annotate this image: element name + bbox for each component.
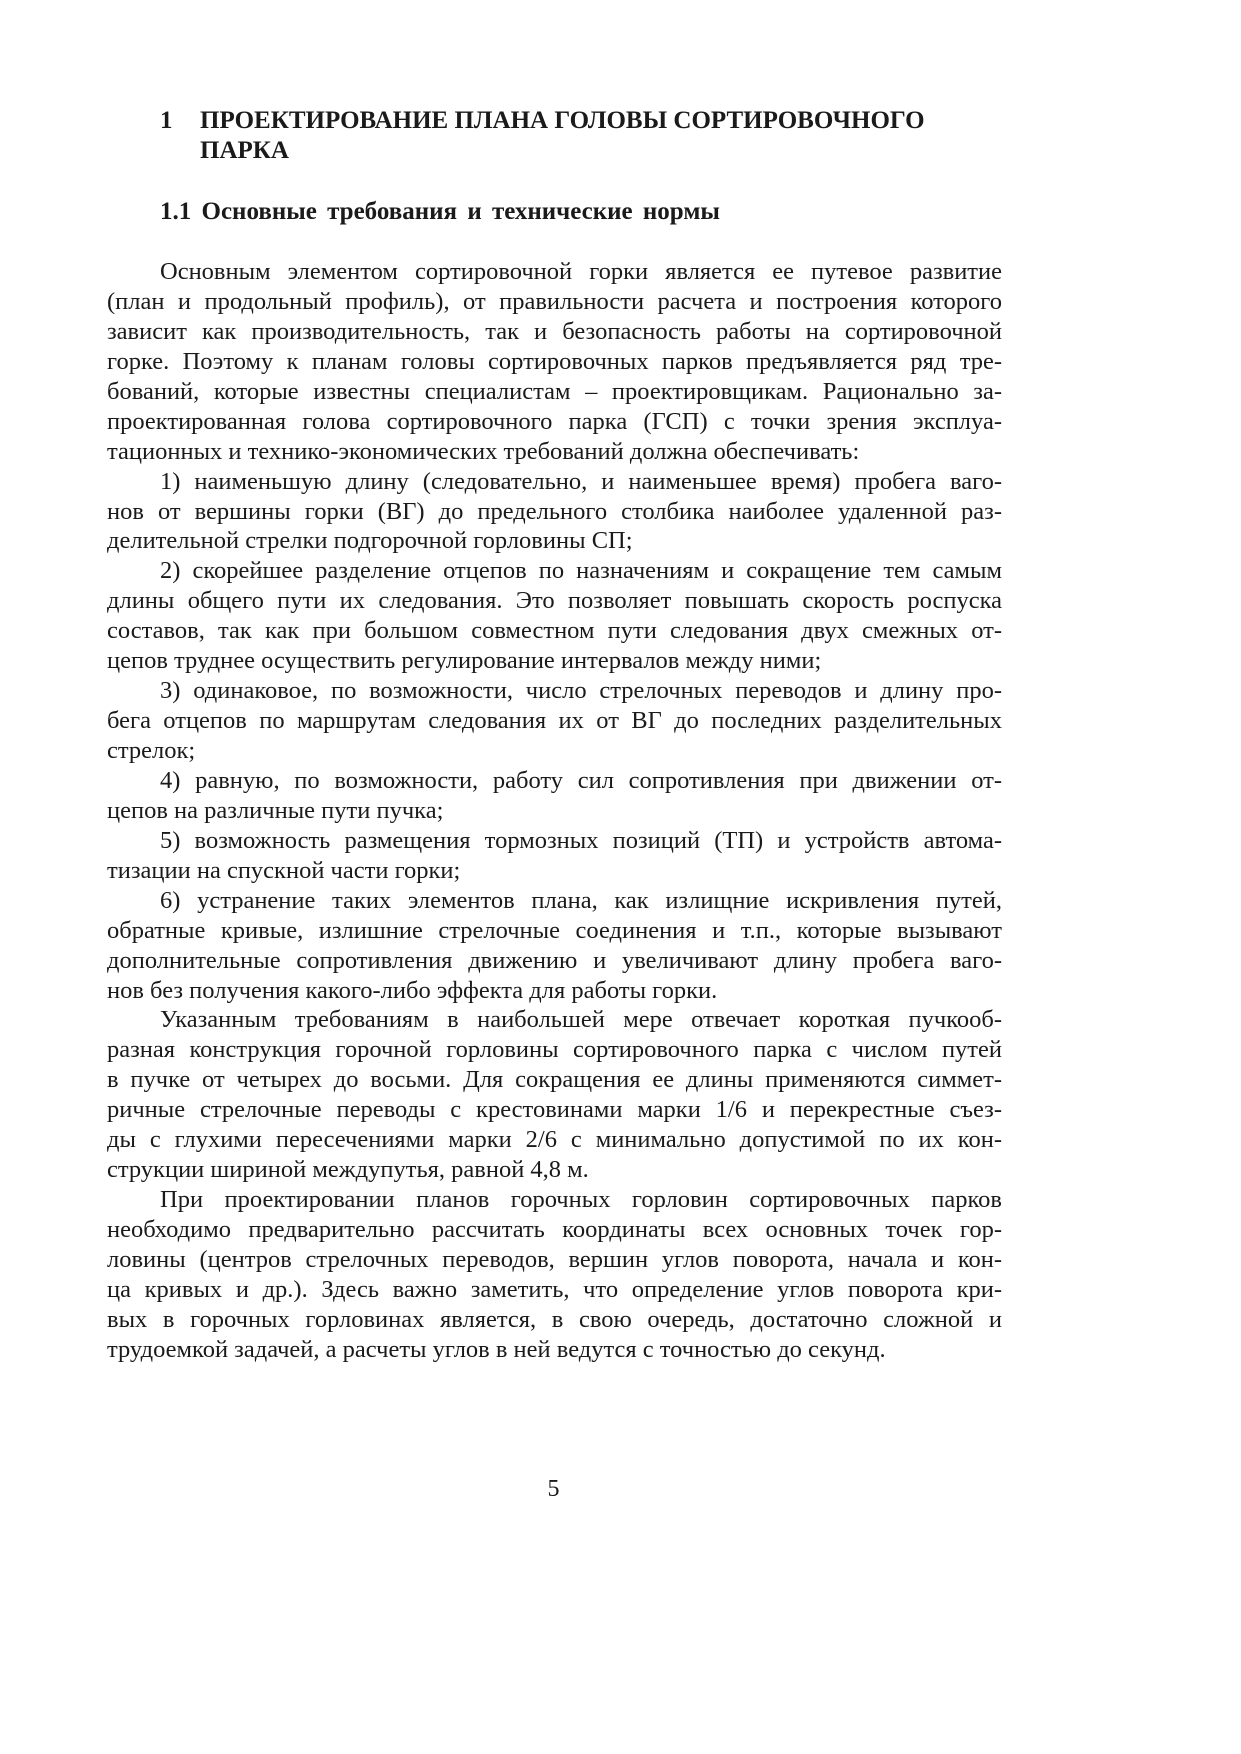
text-line: делительной стрелки подгорочной горловины СП; [107,527,633,555]
chapter-number: 1 [160,107,173,134]
text-line: 5) возможность размещения тормозных позиций (ТП) и устройств автома- [160,826,1002,854]
text-line: дополнительные сопротивления движению и увеличивают длину пробега ваго- [107,946,1002,974]
text-line: необходимо предварительно рассчитать координаты всех основных точек гор- [107,1216,1002,1243]
text-line: Основным элементом сортировочной горки является ее путевое развитие [160,258,1002,285]
text-line: трудоемкой задачей, а расчеты углов в ней ведутся с точностью до секунд. [107,1335,886,1363]
text-line: струкции шириной междупутья, равной 4,8 м. [107,1156,589,1184]
text-line: При проектировании планов горочных горловин сортировочных парков [160,1186,1002,1214]
text-line: зависит как производительность, так и безопасность работы на сортировочной [107,317,1002,345]
text-line: 1) наименьшую длину (следовательно, и наименьшее время) пробега ваго- [160,467,1002,495]
text-line: 4) равную, по возможности, работу сил сопротивления при движении от- [160,766,1002,794]
text-line: (план и продольный профиль), от правильности расчета и построения которого [107,287,1002,315]
text-line: нов без получения какого-либо эффекта для работы горки. [107,976,718,1004]
body-text [107,257,1002,1365]
chapter-title-line: ПРОЕКТИРОВАНИЕ ПЛАНА ГОЛОВЫ СОРТИРОВОЧНОГО [200,107,925,134]
text-line: обратные кривые, излишние стрелочные соединения и т.п., которые вызывают [107,916,1002,944]
chapter-title [200,106,1000,166]
text-line: стрелок; [107,737,196,764]
text-line: ца кривых и др.). Здесь важно заметить, что определение углов поворота кри- [107,1275,1002,1303]
text-line: бований, которые известны специалистам – проектировщикам. Рационально за- [107,377,1002,405]
text-line: составов, так как при большом совместном пути следования двух смежных от- [107,617,1002,645]
text-line: ды с глухими пересечениями марки 2/6 с минимально допустимой по их кон- [107,1126,1002,1154]
text-line: бега отцепов по маршрутам следования их от ВГ до последних разделительных [107,707,1002,735]
text-line: в пучке от четырех до восьми. Для сокращения ее длины применяются симмет- [107,1066,1002,1094]
text-line: Указанным требованиям в наибольшей мере отвечает короткая пучкооб- [160,1006,1002,1034]
text-line: проектированная голова сортировочного парка (ГСП) с точки зрения эксплуа- [107,407,1002,435]
text-line: тизации на спускной части горки; [107,856,461,884]
text-line: нов от вершины горки (ВГ) до предельного столбика наиболее удаленной раз- [107,497,1002,525]
page-number: 5 [547,1476,560,1502]
text-line: горке. Поэтому к планам головы сортировочных парков предъявляется ряд тре- [107,347,1002,375]
section-heading: 1.1 Основные требования и технические нормы [160,198,720,225]
text-line: длины общего пути их следования. Это позволяет повышать скорость роспуска [107,587,1002,615]
text-line: ричные стрелочные переводы с крестовинами марки 1/6 и перекрестные съез- [107,1096,1002,1124]
text-line: 6) устранение таких элементов плана, как излищние искривления путей, [160,886,1002,914]
text-line: тационных и технико-экономических требований должна обеспечивать: [107,437,860,465]
text-line: 2) скорейшее разделение отцепов по назначениям и сокращение тем самым [160,557,1002,585]
text-line: цепов на различные пути пучка; [107,796,444,824]
text-line: вых в горочных горловинах является, в свою очередь, достаточно сложной и [107,1305,1002,1333]
text-line: разная конструкция горочной горловины сортировочного парка с числом путей [107,1036,1002,1064]
text-line: ловины (центров стрелочных переводов, вершин углов поворота, начала и кон- [107,1245,1002,1273]
chapter-title-line: ПАРКА [200,137,289,164]
text-line: цепов труднее осуществить регулирование интервалов между ними; [107,647,822,675]
text-line: 3) одинаковое, по возможности, число стрелочных переводов и длину про- [160,677,1002,705]
